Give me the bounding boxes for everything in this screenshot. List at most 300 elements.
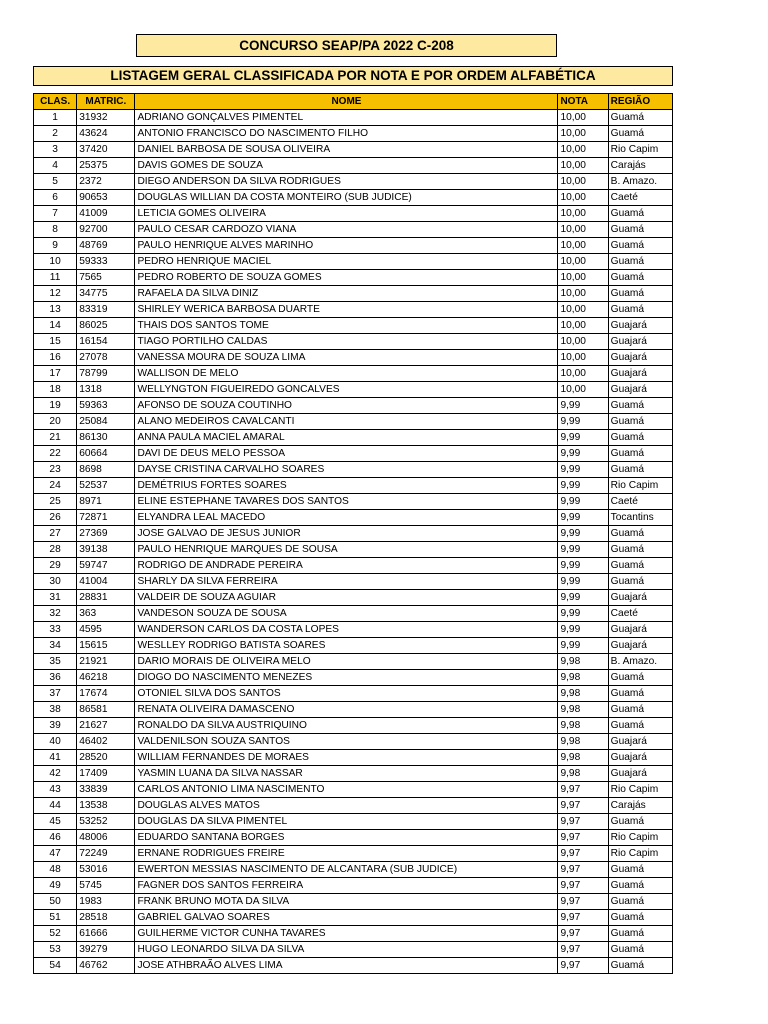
cell-regiao: Rio Capim xyxy=(608,478,672,494)
cell-regiao: Guamá xyxy=(608,286,672,302)
cell-nome: SHIRLEY WERICA BARBOSA DUARTE xyxy=(135,302,558,318)
cell-regiao: Caeté xyxy=(608,494,672,510)
cell-matric: 46402 xyxy=(77,734,135,750)
table-row xyxy=(34,110,673,126)
table-row xyxy=(34,766,673,782)
cell-clas: 39 xyxy=(34,718,77,734)
cell-clas: 21 xyxy=(34,430,77,446)
cell-nota: 9,98 xyxy=(558,670,608,686)
cell-matric: 25084 xyxy=(77,414,135,430)
cell-matric: 86581 xyxy=(77,702,135,718)
cell-clas: 52 xyxy=(34,926,77,942)
table-row xyxy=(34,910,673,926)
cell-matric: 53016 xyxy=(77,862,135,878)
cell-nome: DOUGLAS DA SILVA PIMENTEL xyxy=(135,814,558,830)
cell-regiao: B. Amazo. xyxy=(608,174,672,190)
cell-matric: 86025 xyxy=(77,318,135,334)
cell-clas: 41 xyxy=(34,750,77,766)
cell-matric: 28520 xyxy=(77,750,135,766)
cell-nota: 10,00 xyxy=(558,302,608,318)
cell-regiao: Caeté xyxy=(608,606,672,622)
header-regiao: REGIÃO xyxy=(608,94,672,110)
table-row xyxy=(34,430,673,446)
cell-matric: 59333 xyxy=(77,254,135,270)
cell-nota: 9,99 xyxy=(558,574,608,590)
cell-regiao: Guamá xyxy=(608,446,672,462)
cell-nome: GUILHERME VICTOR CUNHA TAVARES xyxy=(135,926,558,942)
cell-clas: 36 xyxy=(34,670,77,686)
header-nota: NOTA xyxy=(558,94,608,110)
table-row xyxy=(34,702,673,718)
cell-regiao: Guamá xyxy=(608,238,672,254)
table-row xyxy=(34,782,673,798)
cell-nota: 10,00 xyxy=(558,334,608,350)
cell-clas: 50 xyxy=(34,894,77,910)
cell-nome: DAYSE CRISTINA CARVALHO SOARES xyxy=(135,462,558,478)
table-row xyxy=(34,686,673,702)
cell-matric: 25375 xyxy=(77,158,135,174)
table-row xyxy=(34,942,673,958)
cell-regiao: Guajará xyxy=(608,638,672,654)
cell-clas: 31 xyxy=(34,590,77,606)
cell-nome: WELLYNGTON FIGUEIREDO GONCALVES xyxy=(135,382,558,398)
cell-nome: ELYANDRA LEAL MACEDO xyxy=(135,510,558,526)
cell-regiao: Guajará xyxy=(608,382,672,398)
cell-matric: 21627 xyxy=(77,718,135,734)
cell-regiao: Guamá xyxy=(608,702,672,718)
cell-nome: ERNANE RODRIGUES FREIRE xyxy=(135,846,558,862)
cell-clas: 22 xyxy=(34,446,77,462)
cell-matric: 60664 xyxy=(77,446,135,462)
cell-nota: 9,97 xyxy=(558,878,608,894)
table-row xyxy=(34,366,673,382)
cell-clas: 1 xyxy=(34,110,77,126)
table-row xyxy=(34,558,673,574)
cell-nota: 10,00 xyxy=(558,366,608,382)
cell-nota: 9,98 xyxy=(558,686,608,702)
cell-nome: WALLISON DE MELO xyxy=(135,366,558,382)
cell-clas: 12 xyxy=(34,286,77,302)
cell-nota: 10,00 xyxy=(558,222,608,238)
cell-regiao: Guamá xyxy=(608,414,672,430)
cell-matric: 48769 xyxy=(77,238,135,254)
cell-matric: 41009 xyxy=(77,206,135,222)
cell-clas: 17 xyxy=(34,366,77,382)
cell-nome: FAGNER DOS SANTOS FERREIRA xyxy=(135,878,558,894)
cell-nota: 9,97 xyxy=(558,958,608,974)
document-title: CONCURSO SEAP/PA 2022 C-208 xyxy=(136,34,557,57)
cell-regiao: Guajará xyxy=(608,622,672,638)
cell-nota: 9,97 xyxy=(558,814,608,830)
cell-regiao: Guamá xyxy=(608,270,672,286)
cell-clas: 30 xyxy=(34,574,77,590)
cell-matric: 13538 xyxy=(77,798,135,814)
cell-clas: 7 xyxy=(34,206,77,222)
cell-nome: ANNA PAULA MACIEL AMARAL xyxy=(135,430,558,446)
cell-regiao: Guajará xyxy=(608,734,672,750)
cell-nome: DANIEL BARBOSA DE SOUSA OLIVEIRA xyxy=(135,142,558,158)
cell-matric: 86130 xyxy=(77,430,135,446)
cell-nome: YASMIN LUANA DA SILVA NASSAR xyxy=(135,766,558,782)
cell-nota: 9,97 xyxy=(558,926,608,942)
cell-nota: 9,99 xyxy=(558,606,608,622)
cell-nota: 9,99 xyxy=(558,622,608,638)
cell-nome: DOUGLAS WILLIAN DA COSTA MONTEIRO (SUB JUDICE) xyxy=(135,190,558,206)
cell-matric: 27078 xyxy=(77,350,135,366)
cell-regiao: Guamá xyxy=(608,254,672,270)
cell-nome: FRANK BRUNO MOTA DA SILVA xyxy=(135,894,558,910)
table-row xyxy=(34,654,673,670)
cell-matric: 17409 xyxy=(77,766,135,782)
cell-nome: SHARLY DA SILVA FERREIRA xyxy=(135,574,558,590)
cell-matric: 53252 xyxy=(77,814,135,830)
table-row xyxy=(34,574,673,590)
cell-nota: 9,97 xyxy=(558,846,608,862)
cell-nota: 10,00 xyxy=(558,270,608,286)
table-row xyxy=(34,798,673,814)
cell-nome: RONALDO DA SILVA AUSTRIQUINO xyxy=(135,718,558,734)
cell-matric: 21921 xyxy=(77,654,135,670)
cell-matric: 7565 xyxy=(77,270,135,286)
cell-clas: 33 xyxy=(34,622,77,638)
cell-regiao: Guajará xyxy=(608,750,672,766)
cell-clas: 20 xyxy=(34,414,77,430)
cell-clas: 4 xyxy=(34,158,77,174)
cell-clas: 2 xyxy=(34,126,77,142)
cell-nome: PEDRO ROBERTO DE SOUZA GOMES xyxy=(135,270,558,286)
cell-regiao: Guamá xyxy=(608,542,672,558)
cell-matric: 17674 xyxy=(77,686,135,702)
cell-nome: ANTONIO FRANCISCO DO NASCIMENTO FILHO xyxy=(135,126,558,142)
table-row xyxy=(34,846,673,862)
cell-matric: 37420 xyxy=(77,142,135,158)
cell-nota: 9,97 xyxy=(558,910,608,926)
cell-nota: 10,00 xyxy=(558,350,608,366)
cell-clas: 15 xyxy=(34,334,77,350)
cell-clas: 10 xyxy=(34,254,77,270)
cell-nome: EDUARDO SANTANA BORGES xyxy=(135,830,558,846)
cell-matric: 61666 xyxy=(77,926,135,942)
cell-matric: 363 xyxy=(77,606,135,622)
cell-nome: DIOGO DO NASCIMENTO MENEZES xyxy=(135,670,558,686)
cell-nome: DARIO MORAIS DE OLIVEIRA MELO xyxy=(135,654,558,670)
cell-matric: 1983 xyxy=(77,894,135,910)
cell-nota: 9,99 xyxy=(558,462,608,478)
cell-matric: 41004 xyxy=(77,574,135,590)
cell-nome: VALDENILSON SOUZA SANTOS xyxy=(135,734,558,750)
cell-clas: 27 xyxy=(34,526,77,542)
cell-regiao: Guamá xyxy=(608,222,672,238)
cell-nota: 9,97 xyxy=(558,830,608,846)
table-row xyxy=(34,270,673,286)
cell-regiao: Rio Capim xyxy=(608,830,672,846)
cell-nota: 9,99 xyxy=(558,558,608,574)
cell-regiao: Guamá xyxy=(608,926,672,942)
cell-regiao: Carajás xyxy=(608,158,672,174)
cell-matric: 28831 xyxy=(77,590,135,606)
cell-matric: 46762 xyxy=(77,958,135,974)
cell-matric: 27369 xyxy=(77,526,135,542)
cell-clas: 49 xyxy=(34,878,77,894)
cell-matric: 39279 xyxy=(77,942,135,958)
cell-nome: PEDRO HENRIQUE MACIEL xyxy=(135,254,558,270)
cell-nome: JOSE ATHBRAÃO ALVES LIMA xyxy=(135,958,558,974)
cell-nome: HUGO LEONARDO SILVA DA SILVA xyxy=(135,942,558,958)
cell-matric: 72871 xyxy=(77,510,135,526)
cell-nota: 10,00 xyxy=(558,158,608,174)
cell-nota: 9,99 xyxy=(558,590,608,606)
cell-nome: WILLIAM FERNANDES DE MORAES xyxy=(135,750,558,766)
cell-matric: 16154 xyxy=(77,334,135,350)
cell-regiao: Guajará xyxy=(608,334,672,350)
cell-clas: 42 xyxy=(34,766,77,782)
table-row xyxy=(34,542,673,558)
cell-matric: 72249 xyxy=(77,846,135,862)
cell-nome: RODRIGO DE ANDRADE PEREIRA xyxy=(135,558,558,574)
cell-clas: 44 xyxy=(34,798,77,814)
cell-nome: OTONIEL SILVA DOS SANTOS xyxy=(135,686,558,702)
cell-clas: 45 xyxy=(34,814,77,830)
cell-matric: 5745 xyxy=(77,878,135,894)
cell-nota: 10,00 xyxy=(558,174,608,190)
cell-nome: DOUGLAS ALVES MATOS xyxy=(135,798,558,814)
cell-nota: 9,97 xyxy=(558,782,608,798)
table-row xyxy=(34,526,673,542)
cell-nota: 9,97 xyxy=(558,894,608,910)
cell-matric: 83319 xyxy=(77,302,135,318)
header-clas: CLAS. xyxy=(34,94,77,110)
cell-matric: 31932 xyxy=(77,110,135,126)
cell-nota: 10,00 xyxy=(558,254,608,270)
cell-matric: 52537 xyxy=(77,478,135,494)
table-row xyxy=(34,286,673,302)
cell-matric: 28518 xyxy=(77,910,135,926)
cell-matric: 78799 xyxy=(77,366,135,382)
cell-nota: 9,98 xyxy=(558,766,608,782)
cell-nota: 9,98 xyxy=(558,718,608,734)
cell-matric: 15615 xyxy=(77,638,135,654)
cell-nota: 10,00 xyxy=(558,382,608,398)
cell-matric: 34775 xyxy=(77,286,135,302)
table-row xyxy=(34,510,673,526)
cell-nome: VALDEIR DE SOUZA AGUIAR xyxy=(135,590,558,606)
cell-clas: 38 xyxy=(34,702,77,718)
cell-matric: 39138 xyxy=(77,542,135,558)
cell-nota: 10,00 xyxy=(558,190,608,206)
cell-matric: 48006 xyxy=(77,830,135,846)
cell-nota: 9,97 xyxy=(558,942,608,958)
table-row xyxy=(34,718,673,734)
cell-nota: 10,00 xyxy=(558,126,608,142)
cell-clas: 28 xyxy=(34,542,77,558)
cell-nome: PAULO CESAR CARDOZO VIANA xyxy=(135,222,558,238)
cell-regiao: Guamá xyxy=(608,878,672,894)
cell-nota: 9,99 xyxy=(558,398,608,414)
cell-regiao: Rio Capim xyxy=(608,846,672,862)
cell-nota: 10,00 xyxy=(558,318,608,334)
table-row xyxy=(34,302,673,318)
cell-regiao: Guamá xyxy=(608,398,672,414)
cell-nota: 9,99 xyxy=(558,430,608,446)
cell-nome: EWERTON MESSIAS NASCIMENTO DE ALCANTARA (SUB JUDICE) xyxy=(135,862,558,878)
cell-matric: 59363 xyxy=(77,398,135,414)
cell-clas: 51 xyxy=(34,910,77,926)
cell-regiao: Guamá xyxy=(608,718,672,734)
cell-clas: 26 xyxy=(34,510,77,526)
cell-clas: 13 xyxy=(34,302,77,318)
cell-regiao: Tocantins xyxy=(608,510,672,526)
table-row xyxy=(34,878,673,894)
table-row xyxy=(34,606,673,622)
cell-nota: 9,99 xyxy=(558,494,608,510)
cell-nota: 9,97 xyxy=(558,862,608,878)
cell-matric: 43624 xyxy=(77,126,135,142)
cell-nome: TIAGO PORTILHO CALDAS xyxy=(135,334,558,350)
cell-nome: RENATA OLIVEIRA DAMASCENO xyxy=(135,702,558,718)
cell-matric: 2372 xyxy=(77,174,135,190)
cell-matric: 59747 xyxy=(77,558,135,574)
table-header-row xyxy=(34,94,673,110)
cell-clas: 23 xyxy=(34,462,77,478)
table-row xyxy=(34,190,673,206)
cell-regiao: Guajará xyxy=(608,366,672,382)
cell-clas: 46 xyxy=(34,830,77,846)
cell-regiao: Guamá xyxy=(608,110,672,126)
cell-regiao: Rio Capim xyxy=(608,782,672,798)
document-subtitle: LISTAGEM GERAL CLASSIFICADA POR NOTA E POR ORDEM ALFABÉTICA xyxy=(33,66,673,86)
cell-nome: DIEGO ANDERSON DA SILVA RODRIGUES xyxy=(135,174,558,190)
table-row xyxy=(34,158,673,174)
cell-nome: RAFAELA DA SILVA DINIZ xyxy=(135,286,558,302)
cell-nome: DEMÉTRIUS FORTES SOARES xyxy=(135,478,558,494)
table-row xyxy=(34,414,673,430)
cell-matric: 46218 xyxy=(77,670,135,686)
table-row xyxy=(34,350,673,366)
cell-clas: 18 xyxy=(34,382,77,398)
cell-regiao: Guamá xyxy=(608,942,672,958)
cell-nome: ALANO MEDEIROS CAVALCANTI xyxy=(135,414,558,430)
cell-regiao: Guamá xyxy=(608,206,672,222)
table-row xyxy=(34,398,673,414)
table-row xyxy=(34,750,673,766)
cell-nota: 9,98 xyxy=(558,734,608,750)
cell-regiao: Guamá xyxy=(608,574,672,590)
cell-nome: ADRIANO GONÇALVES PIMENTEL xyxy=(135,110,558,126)
cell-regiao: Guamá xyxy=(608,670,672,686)
cell-clas: 29 xyxy=(34,558,77,574)
table-body xyxy=(34,110,673,974)
table-row xyxy=(34,126,673,142)
cell-regiao: Guajará xyxy=(608,350,672,366)
cell-nome: GABRIEL GALVAO SOARES xyxy=(135,910,558,926)
table-row xyxy=(34,734,673,750)
cell-clas: 14 xyxy=(34,318,77,334)
cell-regiao: Guamá xyxy=(608,430,672,446)
cell-regiao: Guamá xyxy=(608,862,672,878)
cell-clas: 16 xyxy=(34,350,77,366)
cell-nota: 10,00 xyxy=(558,286,608,302)
cell-clas: 6 xyxy=(34,190,77,206)
cell-nome: PAULO HENRIQUE MARQUES DE SOUSA xyxy=(135,542,558,558)
table-row xyxy=(34,894,673,910)
table-row xyxy=(34,590,673,606)
cell-regiao: Guamá xyxy=(608,526,672,542)
cell-clas: 9 xyxy=(34,238,77,254)
cell-regiao: Guamá xyxy=(608,462,672,478)
cell-clas: 43 xyxy=(34,782,77,798)
cell-clas: 25 xyxy=(34,494,77,510)
cell-nome: JOSE GALVAO DE JESUS JUNIOR xyxy=(135,526,558,542)
table-row xyxy=(34,222,673,238)
header-nome: NOME xyxy=(135,94,558,110)
cell-regiao: Guamá xyxy=(608,302,672,318)
cell-matric: 1318 xyxy=(77,382,135,398)
cell-clas: 35 xyxy=(34,654,77,670)
cell-nota: 9,99 xyxy=(558,414,608,430)
cell-clas: 8 xyxy=(34,222,77,238)
cell-clas: 48 xyxy=(34,862,77,878)
cell-nota: 9,99 xyxy=(558,478,608,494)
cell-nota: 10,00 xyxy=(558,142,608,158)
cell-nota: 9,98 xyxy=(558,702,608,718)
cell-clas: 40 xyxy=(34,734,77,750)
table-row xyxy=(34,462,673,478)
cell-nome: ELINE ESTEPHANE TAVARES DOS SANTOS xyxy=(135,494,558,510)
cell-nota: 9,98 xyxy=(558,750,608,766)
cell-regiao: Guajará xyxy=(608,766,672,782)
cell-regiao: Carajás xyxy=(608,798,672,814)
cell-matric: 92700 xyxy=(77,222,135,238)
cell-regiao: Rio Capim xyxy=(608,142,672,158)
cell-nota: 9,99 xyxy=(558,446,608,462)
table-row xyxy=(34,494,673,510)
table-row xyxy=(34,334,673,350)
cell-clas: 53 xyxy=(34,942,77,958)
cell-regiao: Guamá xyxy=(608,558,672,574)
table-row xyxy=(34,926,673,942)
table-row xyxy=(34,622,673,638)
cell-matric: 8698 xyxy=(77,462,135,478)
cell-nome: PAULO HENRIQUE ALVES MARINHO xyxy=(135,238,558,254)
cell-regiao: B. Amazo. xyxy=(608,654,672,670)
cell-regiao: Guamá xyxy=(608,894,672,910)
table-row xyxy=(34,830,673,846)
cell-regiao: Guamá xyxy=(608,686,672,702)
header-matric: MATRIC. xyxy=(77,94,135,110)
cell-nome: VANDESON SOUZA DE SOUSA xyxy=(135,606,558,622)
table-row xyxy=(34,638,673,654)
cell-regiao: Guamá xyxy=(608,910,672,926)
cell-matric: 90653 xyxy=(77,190,135,206)
table-row xyxy=(34,382,673,398)
cell-nome: AFONSO DE SOUZA COUTINHO xyxy=(135,398,558,414)
cell-regiao: Guajará xyxy=(608,590,672,606)
cell-clas: 5 xyxy=(34,174,77,190)
table-row xyxy=(34,958,673,974)
cell-clas: 19 xyxy=(34,398,77,414)
table-row xyxy=(34,670,673,686)
cell-nota: 9,98 xyxy=(558,654,608,670)
cell-nota: 10,00 xyxy=(558,206,608,222)
table-row xyxy=(34,206,673,222)
cell-nome: WESLLEY RODRIGO BATISTA SOARES xyxy=(135,638,558,654)
cell-clas: 47 xyxy=(34,846,77,862)
cell-regiao: Caeté xyxy=(608,190,672,206)
table-row xyxy=(34,254,673,270)
table-row xyxy=(34,238,673,254)
cell-regiao: Guamá xyxy=(608,958,672,974)
cell-matric: 33839 xyxy=(77,782,135,798)
